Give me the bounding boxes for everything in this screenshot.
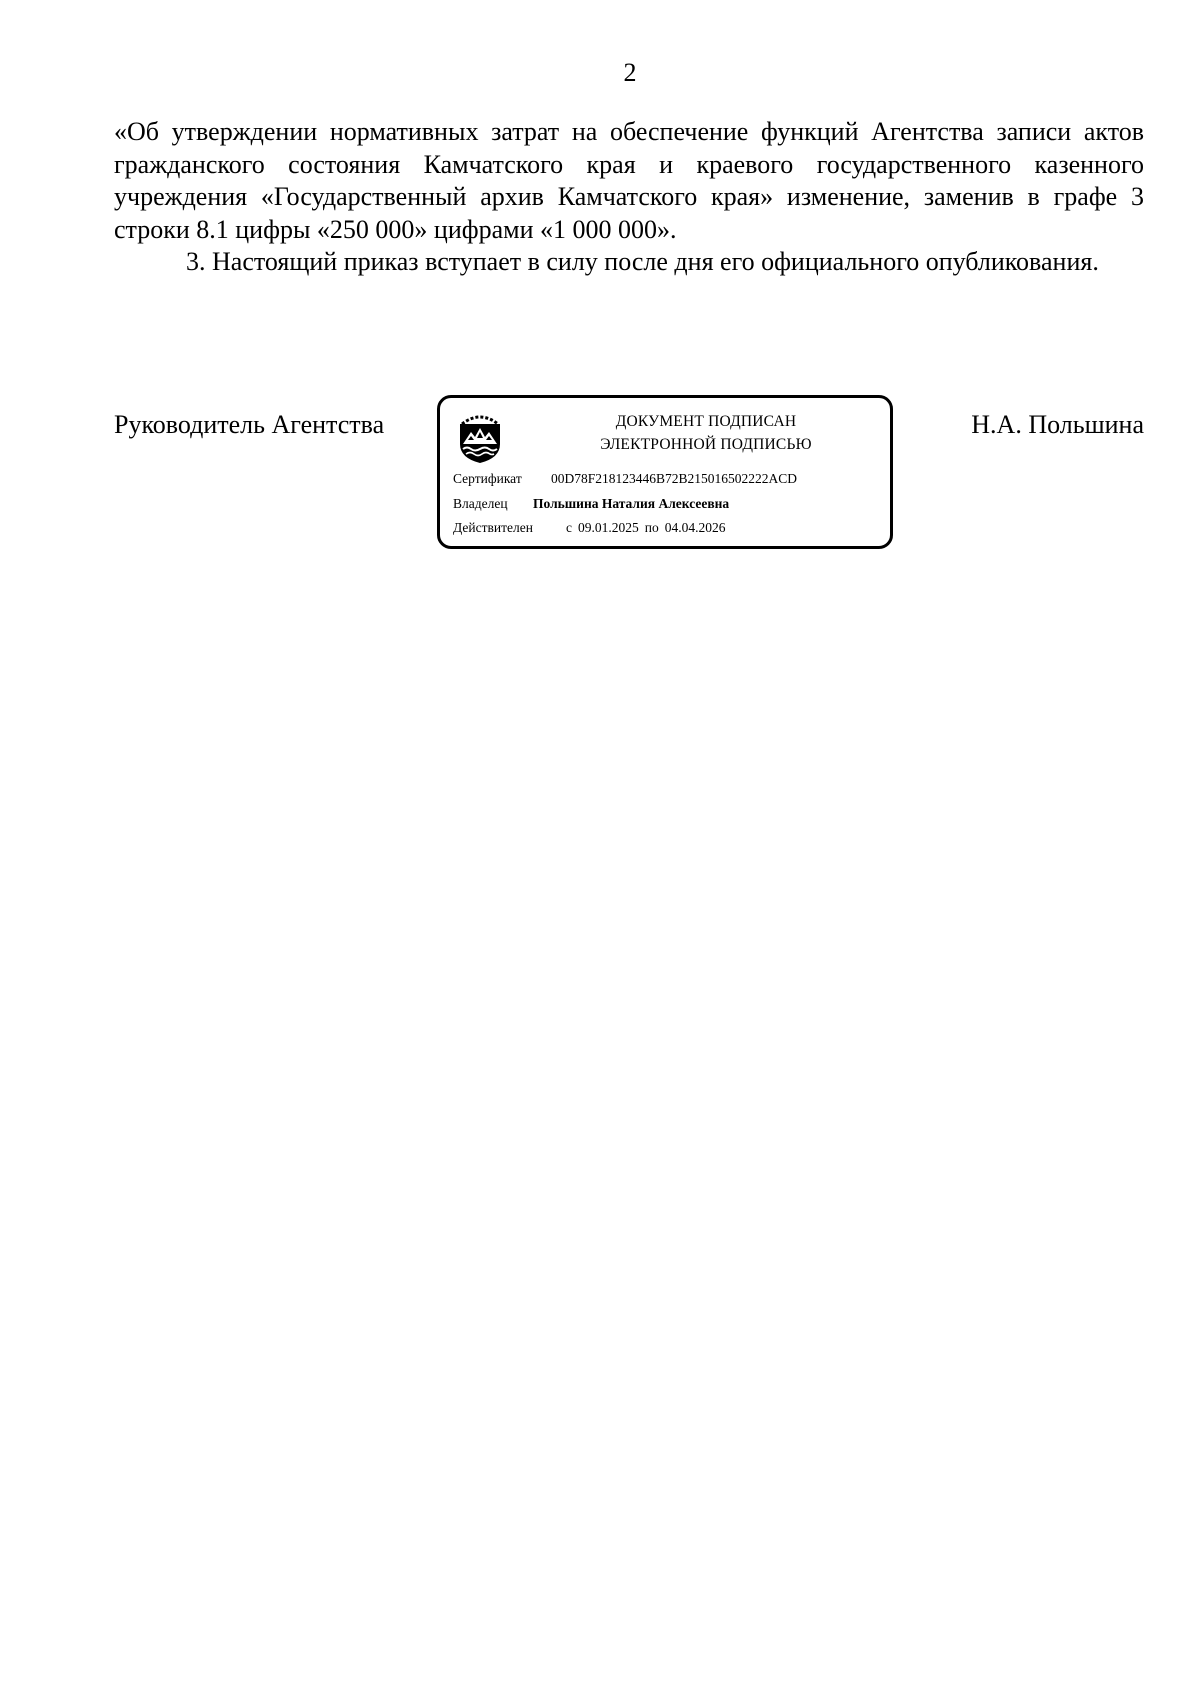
- signature-block: [114, 395, 1144, 565]
- owner-label: Владелец: [453, 496, 508, 511]
- stamp-owner-row: [453, 495, 729, 513]
- owner-value: Польшина Наталия Алексеевна: [533, 496, 730, 511]
- body-paragraph-2: 3. Настоящий приказ вступает в силу после дня его официального опубликования.: [186, 247, 1099, 276]
- stamp-validity-row: [453, 519, 725, 537]
- coat-of-arms-icon: [454, 410, 506, 464]
- certificate-value: 00D78F218123446B72B215016502222ACD: [551, 471, 798, 486]
- signer-position: Руководитель Агентства: [114, 410, 385, 439]
- stamp-title-line-1: ДОКУМЕНТ ПОДПИСАН: [615, 413, 797, 430]
- signer-name: Н.А. Польшина: [971, 410, 1144, 439]
- electronic-signature-stamp: [437, 395, 893, 549]
- valid-to-date: 04.04.2026: [664, 520, 726, 535]
- stamp-title-line-2: ЭЛЕКТРОННОЙ ПОДПИСЬЮ: [600, 436, 812, 453]
- valid-from-date: 09.01.2025: [578, 520, 639, 535]
- page-number: 2: [623, 58, 637, 87]
- valid-from-prefix: с: [566, 520, 572, 535]
- stamp-certificate-row: [453, 470, 797, 488]
- valid-to-prefix: по: [644, 520, 659, 535]
- valid-label: Действителен: [453, 520, 533, 535]
- stamp-title: [532, 410, 880, 456]
- document-body: [114, 116, 1144, 279]
- certificate-label: Сертификат: [453, 471, 522, 486]
- body-paragraph-1: «Об утверждении нормативных затрат на обеспечение функций Агентства записи актов гражданского состояния Камчатского края и краевого государственного казенного учреждения «Государственный архив Камчатского края» изменение, заменив в графе 3 строки 8.1 цифры «250 000» цифрами «1 000 000».: [114, 117, 1144, 244]
